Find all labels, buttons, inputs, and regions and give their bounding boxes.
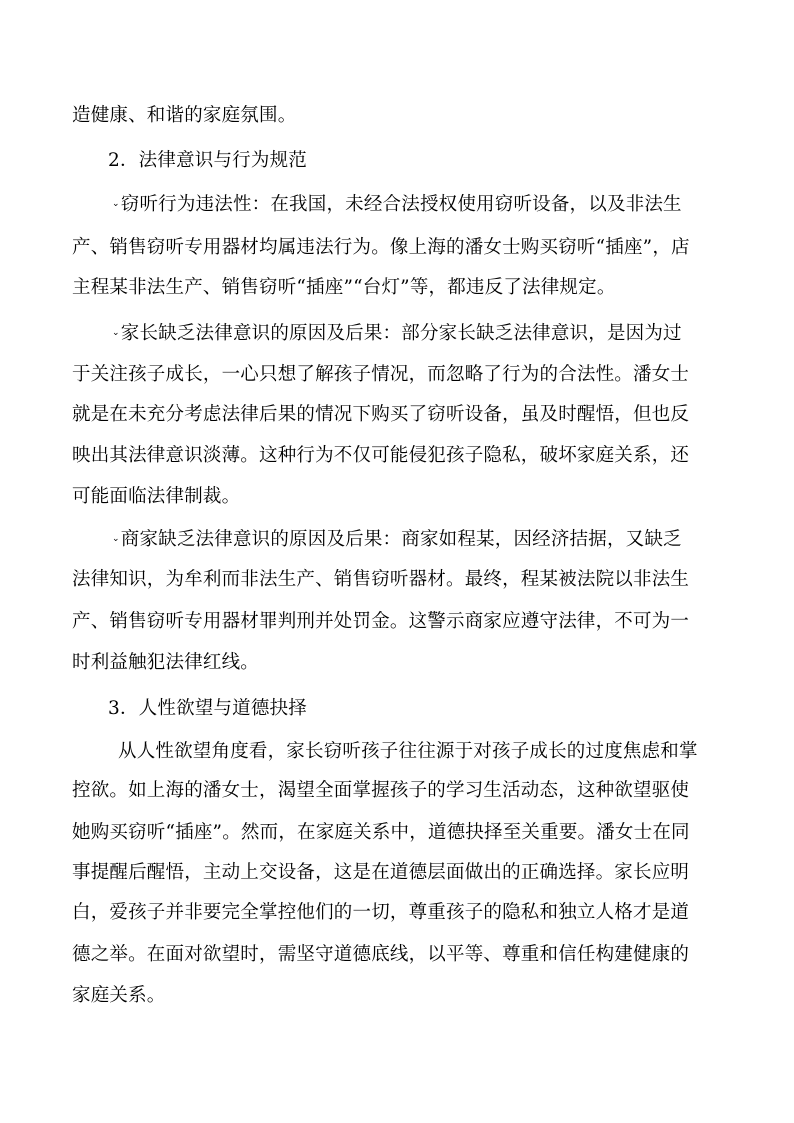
para4-line-7: 家庭关系。 <box>72 985 166 1006</box>
para4-line-1: 从人性欲望角度看，家长窃听孩子往往源于对孩子成长的过度焦虑和掌 <box>118 741 698 762</box>
section3-heading: 3．人性欲望与道德抉择 <box>108 698 307 719</box>
para2-line-5: 可能面临法律制裁。 <box>72 486 241 507</box>
para1-line-3: 主程某非法生产、销售窃听“插座”“台灯”等，都违反了法律规定。 <box>72 277 616 298</box>
para3-line-1: ⌄商家缺乏法律意识的原因及后果：商家如程某，因经济拮据，又缺乏 <box>112 529 682 550</box>
para3-line-4: 时利益触犯法律红线。 <box>72 652 260 673</box>
para3-line-3: 产、销售窃听专用器材罪判刑并处罚金。这警示商家应遵守法律，不可为一 <box>72 611 690 632</box>
para2-line-4: 映出其法律意识淡薄。这种行为不仅可能侵犯孩子隐私，破坏家庭关系，还 <box>72 445 690 466</box>
section2-heading: 2．法律意识与行为规范 <box>108 150 307 171</box>
bullet-mark-icon: ⌄ <box>112 534 120 544</box>
para4-line-6: 德之举。在面对欲望时，需坚守道德底线，以平等、尊重和信任构建健康的 <box>72 944 690 965</box>
intro-tail-line: 造健康、和谐的家庭氛围。 <box>72 105 297 126</box>
para2-line-1: ⌄家长缺乏法律意识的原因及后果：部分家长缺乏法律意识，是因为过 <box>112 323 682 344</box>
para2-line-3: 就是在未充分考虑法律后果的情况下购买了窃听设备，虽及时醒悟，但也反 <box>72 404 690 425</box>
para1-line-2: 产、销售窃听专用器材均属违法行为。像上海的潘女士购买窃听“插座”，店 <box>72 237 690 258</box>
bullet-mark-icon: ⌄ <box>112 328 120 338</box>
para4-line-2: 控欲。如上海的潘女士，渴望全面掌握孩子的学习生活动态，这种欲望驱使 <box>72 780 690 801</box>
para2-line-2: 于关注孩子成长，一心只想了解孩子情况，而忽略了行为的合法性。潘女士 <box>72 364 690 385</box>
para3-line-2: 法律知识，为牟利而非法生产、销售窃听器材。最终，程某被法院以非法生 <box>72 569 690 590</box>
para4-line-5: 白，爱孩子并非要完全掌控他们的一切，尊重孩子的隐私和独立人格才是道 <box>72 902 690 923</box>
para4-line-4: 事提醒后醒悟，主动上交设备，这是在道德层面做出的正确选择。家长应明 <box>72 862 690 883</box>
bullet-mark-icon: ⌄ <box>112 199 120 209</box>
para4-line-3: 她购买窃听“插座”。然而，在家庭关系中，道德抉择至关重要。潘女士在同 <box>72 822 690 843</box>
para1-line-1: ⌄窃听行为违法性：在我国，未经合法授权使用窃听设备，以及非法生 <box>112 194 682 215</box>
